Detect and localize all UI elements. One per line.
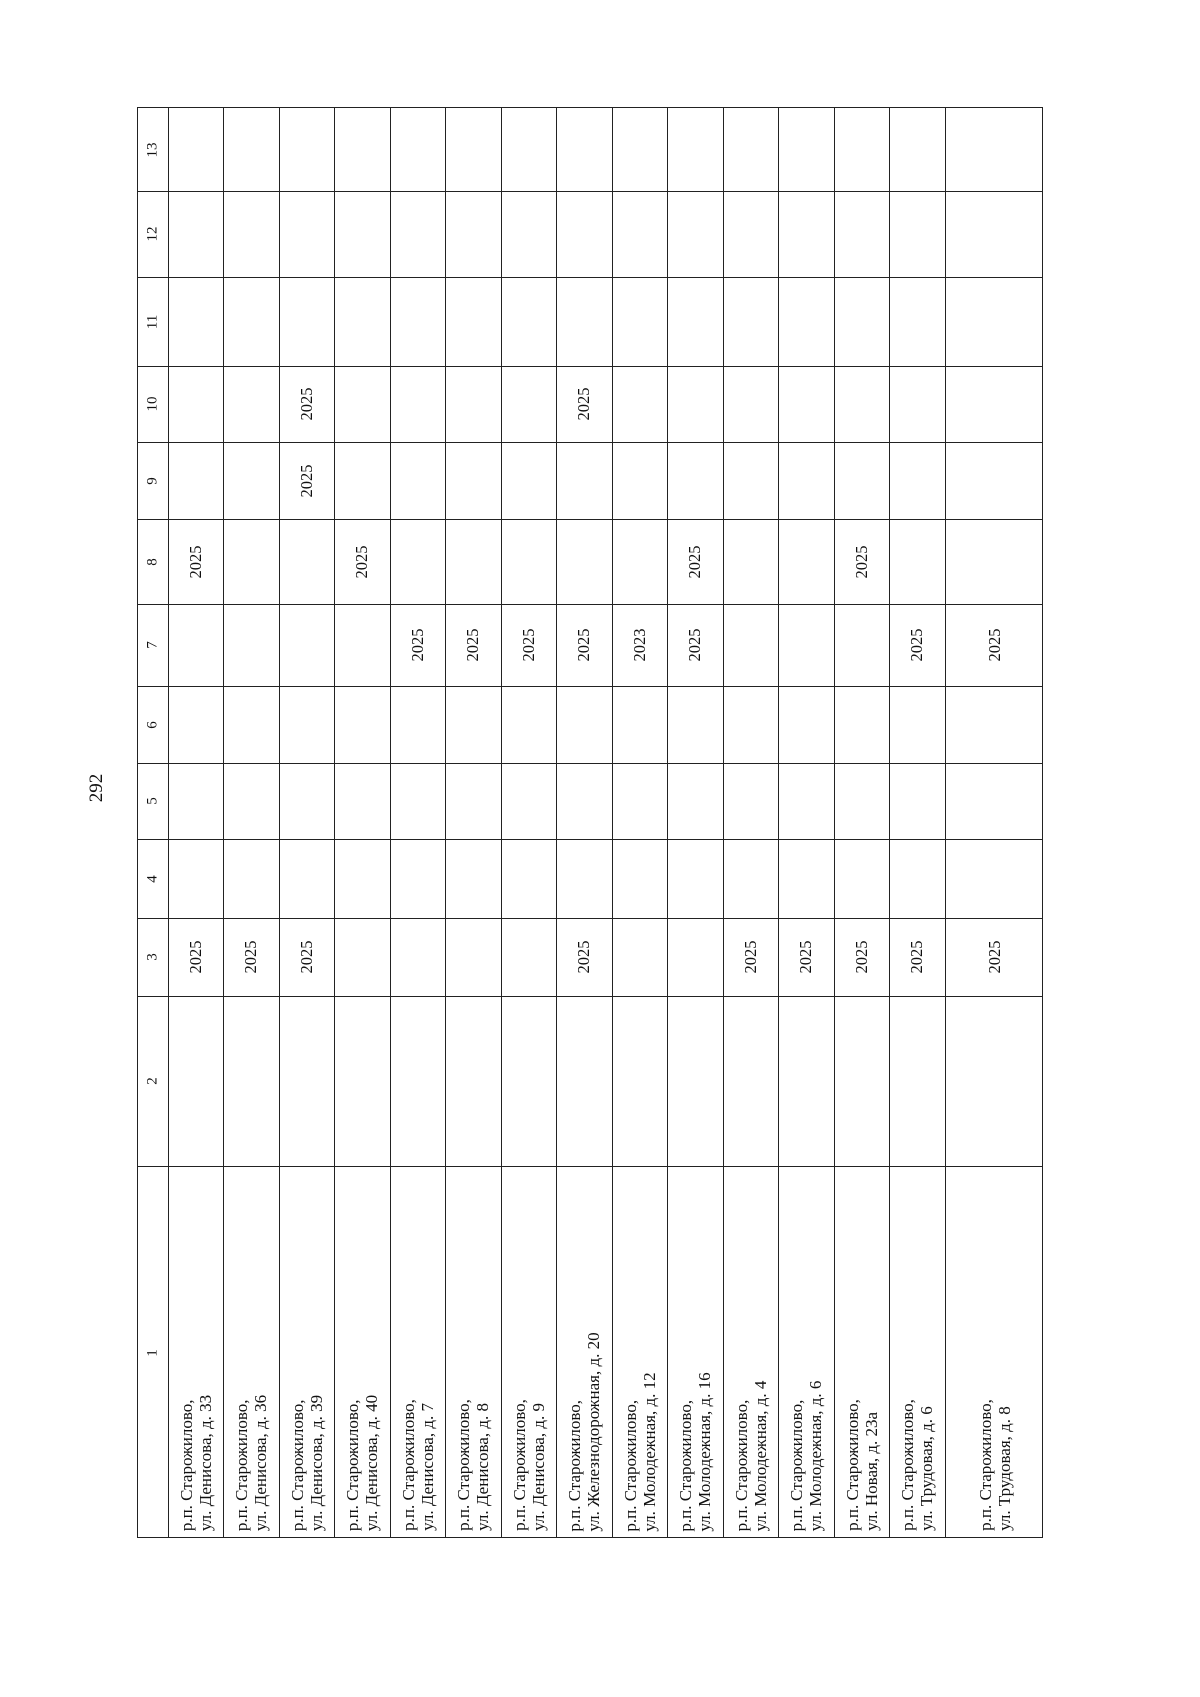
column-divider: [138, 1166, 1042, 1167]
address-line-street: ул. Молодежная, д. 12: [639, 1371, 659, 1532]
address-line-settlement: р.п. Старожилово,: [453, 1399, 473, 1531]
row-divider: [501, 108, 502, 1537]
address-line-street: ул. Денисова, д. 8: [473, 1403, 492, 1531]
address-line-settlement: р.п. Старожилово,: [842, 1399, 862, 1531]
address-line-settlement: р.п. Старожилово,: [620, 1399, 640, 1532]
column-header: 10: [144, 396, 161, 412]
year-cell: 2025: [851, 940, 871, 974]
year-cell: 2025: [573, 628, 593, 662]
address-cell: [676, 1372, 714, 1531]
address-cell: [287, 1395, 325, 1531]
year-cell: 2025: [185, 940, 205, 974]
year-cell: 2025: [240, 940, 260, 974]
column-divider: [138, 519, 1042, 520]
year-cell: 2025: [518, 628, 538, 662]
year-cell: 2025: [906, 940, 926, 974]
row-divider: [390, 108, 391, 1537]
address-line-street: ул. Денисова, д. 40: [362, 1394, 381, 1532]
address-line-street: ул. Денисова, д. 7: [417, 1403, 437, 1531]
year-cell: 2025: [407, 628, 427, 662]
year-cell: 2025: [185, 545, 205, 578]
column-header: 1: [144, 1348, 161, 1357]
row-divider: [223, 108, 224, 1537]
address-cell: [398, 1399, 436, 1531]
row-divider: [279, 108, 280, 1537]
row-divider: [945, 108, 946, 1537]
column-divider: [138, 604, 1042, 605]
address-line-street: ул. Молодежная, д. 16: [695, 1371, 714, 1532]
address-line-settlement: р.п. Старожилово,: [509, 1399, 529, 1531]
year-cell: 2025: [851, 545, 871, 578]
row-divider: [445, 108, 446, 1537]
address-line-street: ул. Трудовая, д. 6: [917, 1406, 936, 1531]
year-cell: 2025: [684, 545, 704, 578]
column-header: 12: [144, 226, 161, 242]
address-line-street: ул. Молодежная, д. 6: [806, 1380, 825, 1531]
year-cell: 2025: [573, 940, 593, 974]
column-header: 7: [144, 641, 161, 649]
address-line-settlement: р.п. Старожилово,: [564, 1399, 584, 1532]
year-cell: 2025: [984, 940, 1004, 974]
row-divider: [556, 108, 557, 1537]
address-cell: [454, 1399, 492, 1531]
row-divider: [723, 108, 724, 1537]
address-line-street: ул. Железнодорожная, д. 20: [584, 1331, 603, 1532]
address-cell: [232, 1395, 270, 1531]
column-header: 11: [144, 314, 161, 329]
column-header: 6: [144, 720, 161, 729]
year-cell: 2025: [351, 545, 371, 578]
column-header: 4: [144, 874, 161, 883]
row-divider: [667, 108, 668, 1537]
column-divider: [138, 366, 1042, 367]
address-line-settlement: р.п. Старожилово,: [398, 1399, 418, 1531]
address-cell: [509, 1399, 547, 1531]
column-header: 2: [144, 1077, 161, 1085]
address-line-street: ул. Денисова, д. 9: [528, 1403, 548, 1531]
year-cell: 2025: [296, 387, 316, 421]
year-cell: 2025: [795, 940, 815, 974]
column-header: 13: [144, 142, 161, 157]
year-cell: 2025: [462, 628, 482, 662]
address-cell: [565, 1332, 603, 1531]
column-divider: [138, 686, 1042, 687]
address-line-street: ул. Новая, д. 23а: [861, 1411, 881, 1531]
row-divider: [168, 108, 169, 1537]
address-line-settlement: р.п. Старожилово,: [176, 1399, 196, 1532]
year-cell: 2025: [573, 387, 593, 421]
row-divider: [889, 108, 890, 1537]
column-divider: [138, 277, 1042, 278]
row-divider: [778, 108, 779, 1537]
address-cell: [620, 1372, 658, 1531]
year-cell: 2025: [906, 628, 926, 662]
column-divider: [138, 996, 1042, 997]
page-number: 292: [86, 773, 107, 803]
address-cell: [898, 1399, 936, 1531]
column-header: 8: [144, 557, 161, 566]
year-cell: 2025: [296, 940, 316, 974]
column-divider: [138, 918, 1042, 919]
column-divider: [138, 442, 1042, 443]
year-cell: 2025: [296, 464, 316, 497]
address-cell: [787, 1380, 825, 1531]
address-cell: [842, 1399, 880, 1531]
address-line-street: ул. Молодежная, д. 4: [750, 1380, 770, 1531]
column-header: 5: [144, 797, 161, 805]
address-line-settlement: р.п. Старожилово,: [731, 1399, 751, 1531]
address-line-settlement: р.п. Старожилово,: [897, 1399, 917, 1531]
year-cell: 2023: [629, 628, 649, 662]
address-line-settlement: р.п. Старожилово,: [786, 1399, 806, 1531]
row-divider: [834, 108, 835, 1537]
address-cell: [975, 1399, 1013, 1531]
data-table: [137, 107, 1043, 1538]
column-divider: [138, 839, 1042, 840]
address-line-settlement: р.п. Старожилово,: [675, 1399, 695, 1532]
column-divider: [138, 763, 1042, 764]
address-line-settlement: р.п. Старожилово,: [287, 1399, 307, 1532]
row-divider: [334, 108, 335, 1537]
address-line-settlement: р.п. Старожилово,: [975, 1399, 995, 1531]
address-line-street: ул. Денисова, д. 36: [251, 1394, 270, 1532]
address-line-street: ул. Денисова, д. 33: [195, 1394, 215, 1532]
year-cell: 2025: [984, 628, 1004, 662]
address-cell: [731, 1380, 769, 1531]
column-divider: [138, 191, 1042, 192]
address-line-settlement: р.п. Старожилово,: [231, 1399, 251, 1532]
year-cell: 2025: [684, 628, 704, 662]
address-cell: [343, 1395, 381, 1531]
row-divider: [612, 108, 613, 1537]
column-header: 3: [144, 953, 161, 961]
address-line-settlement: р.п. Старожилово,: [342, 1399, 362, 1532]
column-header: 9: [144, 476, 161, 485]
year-cell: 2025: [740, 940, 760, 974]
address-line-street: ул. Денисова, д. 39: [306, 1394, 326, 1532]
address-line-street: ул. Трудовая, д. 8: [994, 1406, 1014, 1531]
address-cell: [176, 1395, 214, 1531]
